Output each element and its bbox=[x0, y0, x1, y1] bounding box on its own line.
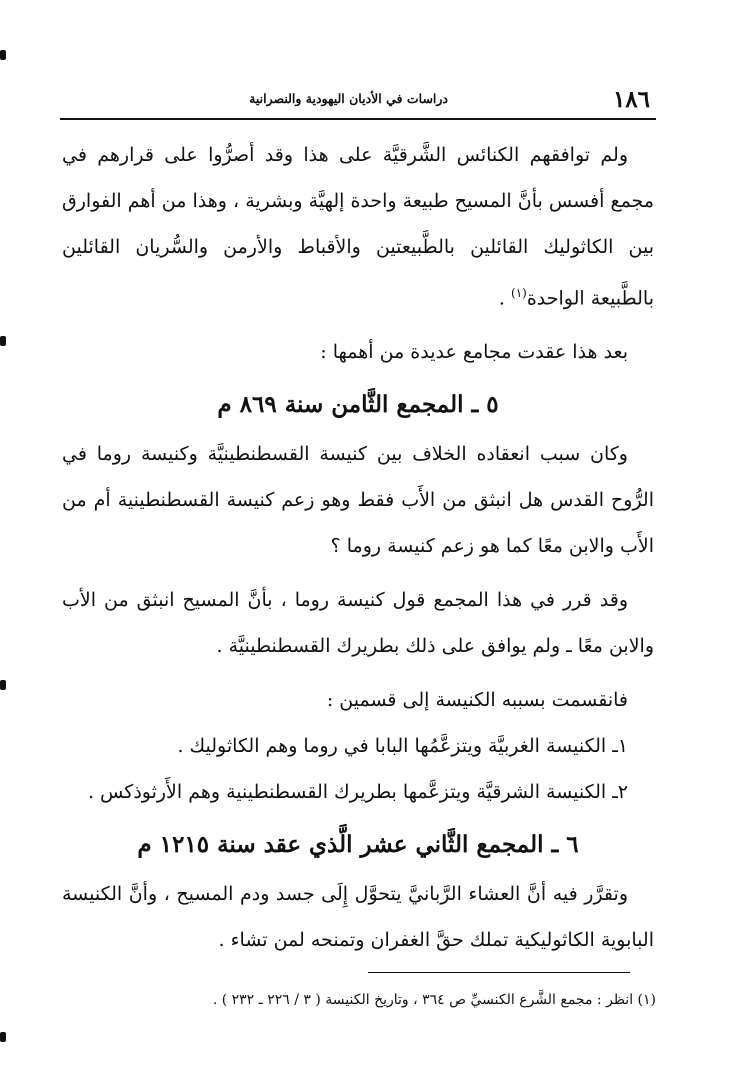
paragraph-text: ولم توافقهم الكنائس الشَّرقيَّة على هذا وقد أصرُّوا على قرارهم في مجمع أفسس بأنَّ المسيح طبيعة واحدة إلهيَّة وبشرية ، وهذا من أهم الفوارق بين الكاثوليك القائلين بالطَّبيعتين والأقباط والأرمن والسُّريان القائلين بالطَّبيعة الواحدة bbox=[62, 144, 654, 310]
heading-twelfth-council: ٦ ـ المجمع الثَّاني عشر الَّذي عقد سنة ١٢١٥ م bbox=[137, 831, 579, 859]
paragraph-end: . bbox=[498, 287, 512, 310]
paragraph-lords-supper: وتقرَّر فيه أنَّ العشاء الرَّبانيَّ يتحوَّل إِلَى جسد ودم المسيح ، وأنَّ الكنيسة البابوية الكاثوليكية تملك حقَّ الغفران وتمنحه لمن تشاء . bbox=[62, 883, 654, 952]
paragraph-church-split: فانقسمت بسببه الكنيسة إلى قسمين : bbox=[326, 689, 628, 712]
margin-mark bbox=[0, 50, 6, 60]
footnote-reference: (١) bbox=[511, 286, 527, 300]
margin-mark bbox=[0, 336, 6, 346]
paragraph-councils-intro: بعد هذا عقدت مجامع عديدة من أهمها : bbox=[320, 341, 628, 364]
running-title: دراسات في الأديان اليهودية والنصرانية bbox=[249, 91, 448, 106]
page-header bbox=[60, 86, 660, 116]
footnote-rule bbox=[368, 972, 630, 973]
paragraph-holy-spirit-dispute: وكان سبب انعقاده الخلاف بين كنيسة القسطنطينيَّة وكنيسة روما في الرُّوح القدس هل انبثق من الأَب فقط وهو زعم كنيسة القسطنطينية أم من الأَب والابن معًا كما هو زعم كنيسة روما ؟ bbox=[62, 443, 654, 558]
footnote: (١) انظر : مجمع الشَّرع الكنسيِّ ص ٣٦٤ ، وتاريخ الكنيسة ( ٣ / ٢٢٦ ـ ٢٣٢ ) . bbox=[212, 992, 656, 1008]
margin-mark bbox=[0, 1032, 6, 1042]
paragraph-council-decision: وقد قرر في هذا المجمع قول كنيسة روما ، بأنَّ المسيح انبثق من الأب والابن معًا ـ ولم يوافق على ذلك بطريرك القسطنطينيَّة . bbox=[62, 589, 654, 658]
paragraph-eastern-churches bbox=[62, 132, 654, 321]
page-number: ١٨٦ bbox=[612, 86, 650, 113]
list-item-eastern-church: ٢ـ الكنيسة الشرقيَّة ويتزعَّمها بطريرك القسطنطينية وهم الأَرثوذكس . bbox=[87, 781, 628, 804]
margin-mark bbox=[0, 680, 6, 690]
page-body bbox=[62, 132, 654, 963]
header-rule bbox=[60, 118, 656, 120]
heading-eighth-council: ٥ ـ المجمع الثَّامن سنة ٨٦٩ م bbox=[217, 391, 499, 419]
list-item-western-church: ١ـ الكنيسة الغربيَّة ويتزعَّمُها البابا في روما وهم الكاثوليك . bbox=[177, 735, 628, 758]
